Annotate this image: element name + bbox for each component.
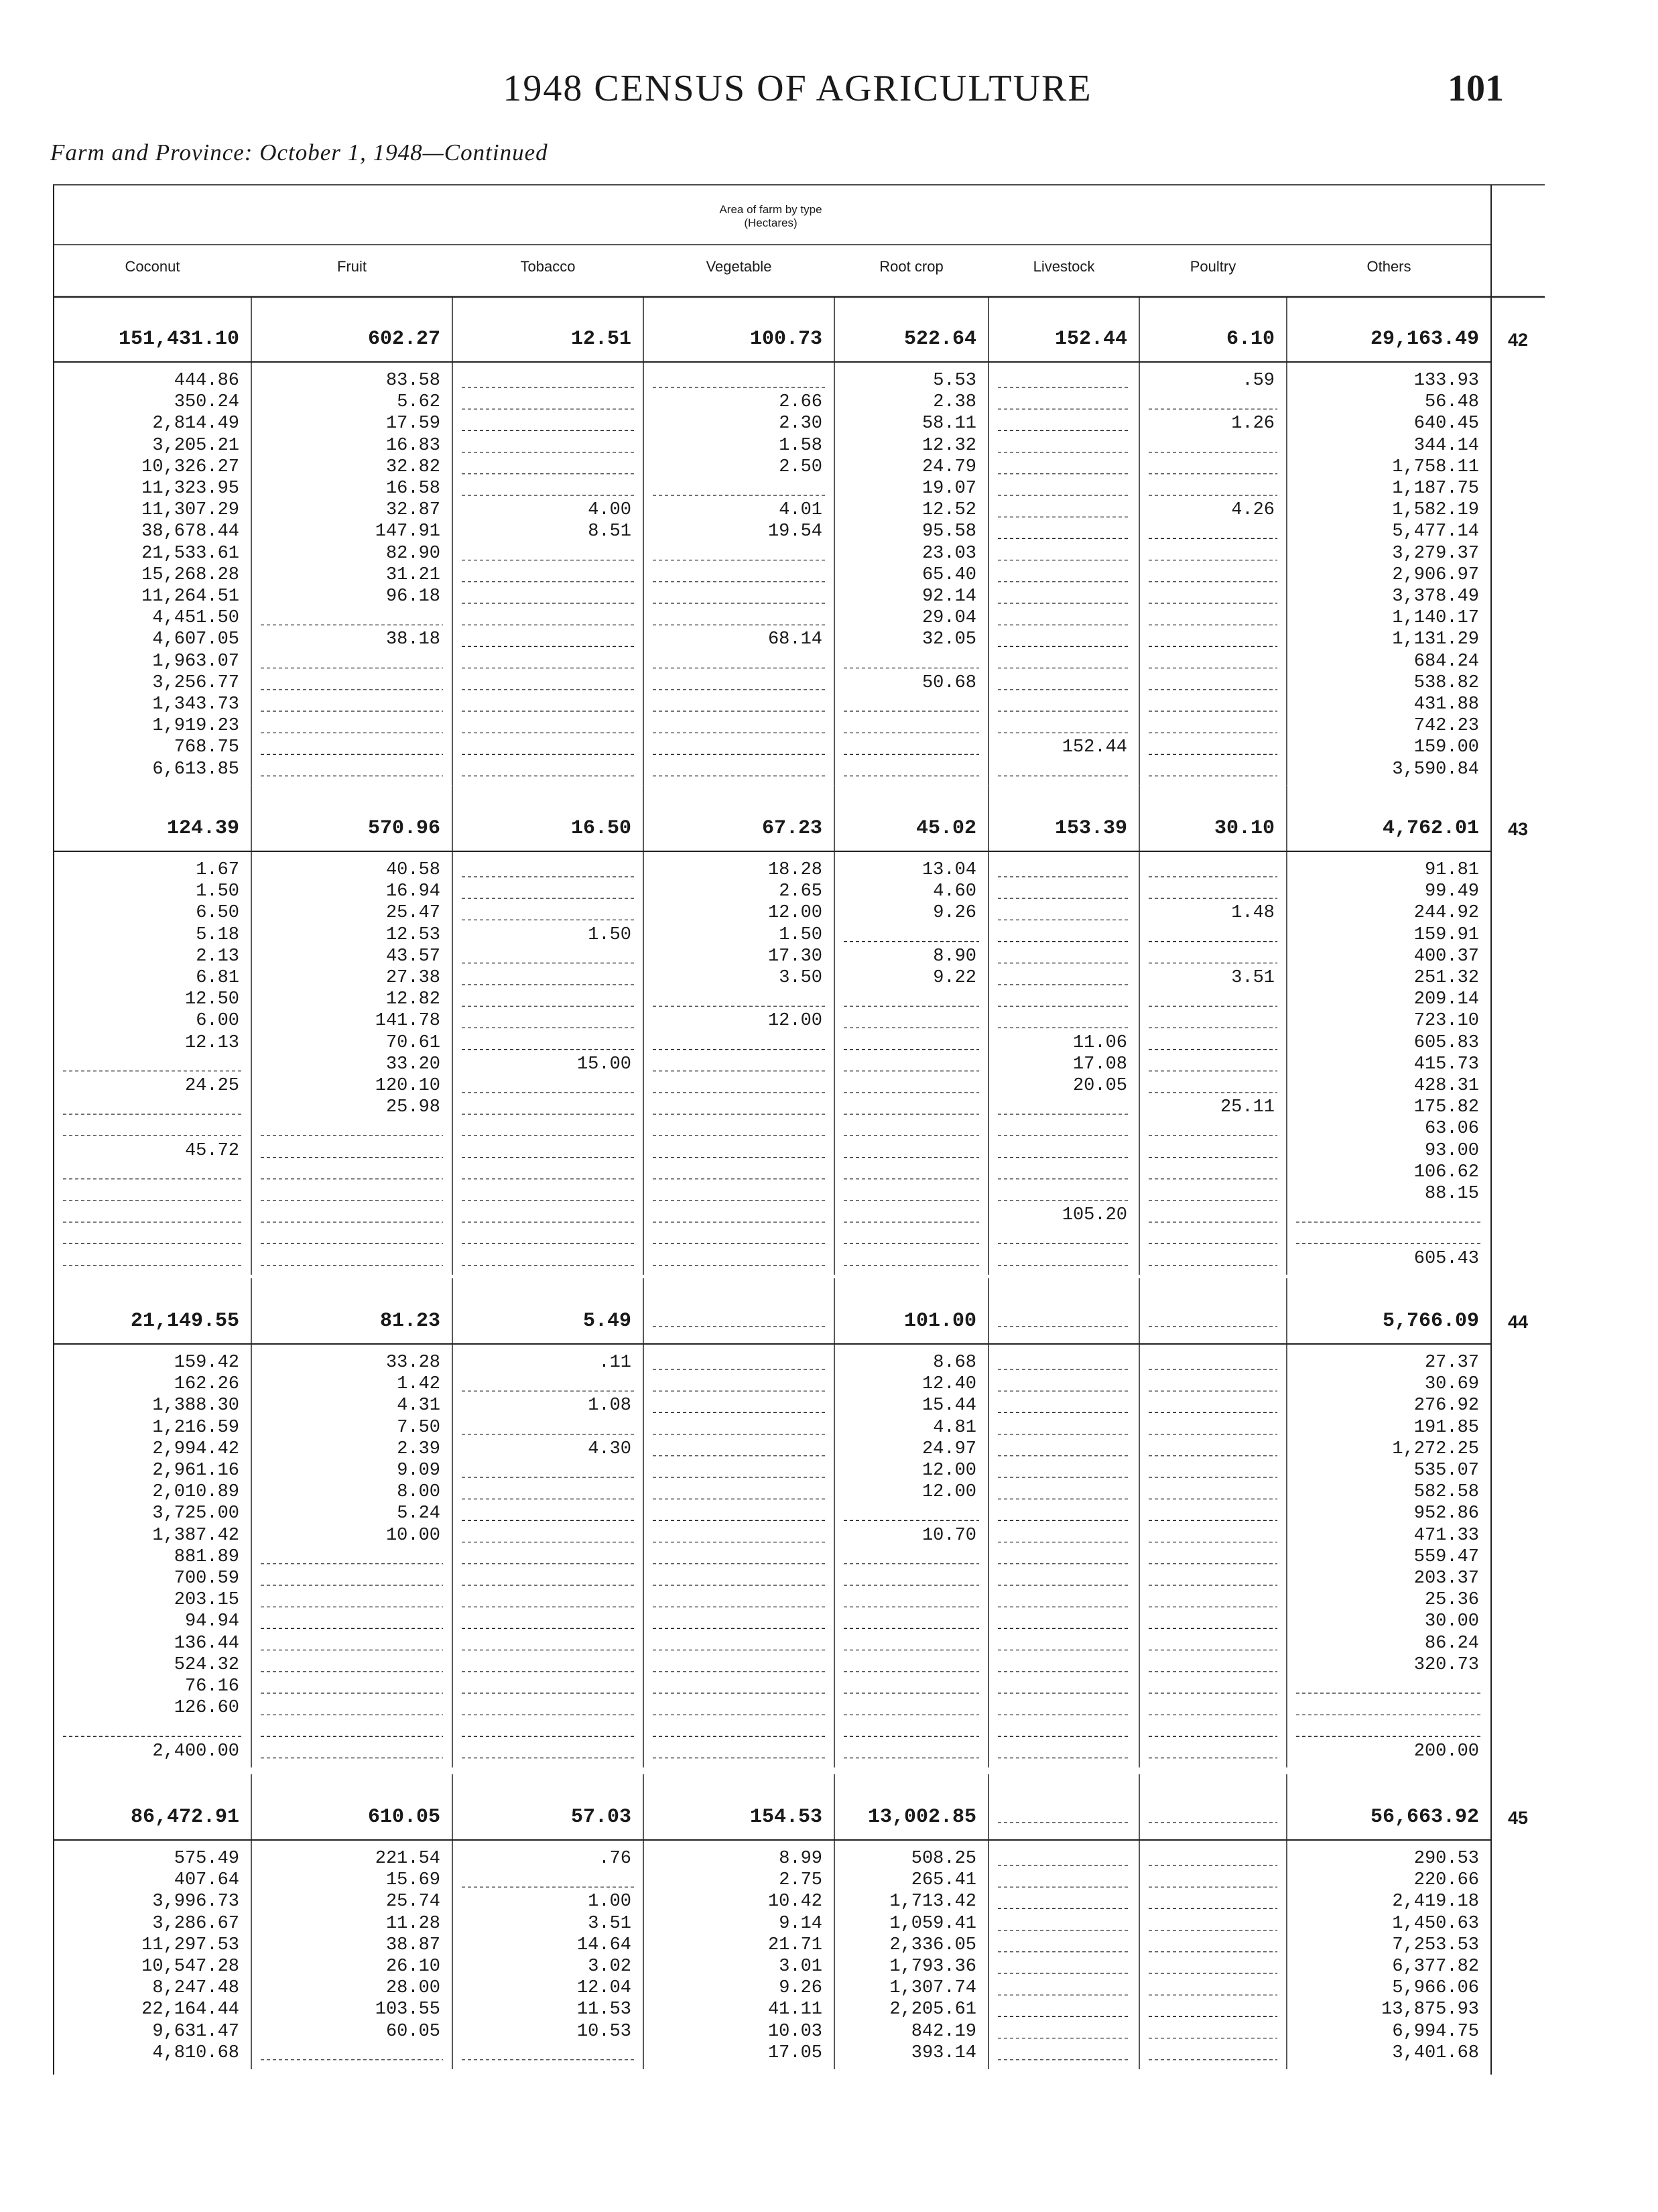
data-cell: 12.32: [921, 435, 976, 456]
data-cell: 16.58: [385, 479, 440, 499]
page-number: 101: [1448, 68, 1504, 109]
data-cell: 16.83: [385, 435, 440, 456]
data-cell: 1,187.75: [1392, 479, 1479, 499]
total-cell: 21,149.55: [130, 1310, 239, 1333]
data-cell: 2,205.61: [889, 2000, 976, 2020]
data-cell: 15,268.28: [141, 564, 239, 585]
data-cell: 7.50: [397, 1417, 440, 1438]
data-cell: 106.62: [1413, 1162, 1479, 1182]
data-cell: 2,419.18: [1392, 1892, 1479, 1912]
total-cell: 522.64: [903, 328, 976, 351]
data-cell: 24.79: [921, 456, 976, 477]
data-cell: 508.25: [911, 1849, 976, 1869]
data-cell: 38.87: [385, 1934, 440, 1955]
data-cell: 9.22: [933, 968, 976, 988]
data-cell: 1,216.59: [152, 1417, 239, 1438]
line-number: 44: [1508, 1312, 1529, 1332]
data-cell: 1,307.74: [889, 1978, 976, 1999]
data-cell: 103.55: [375, 2000, 440, 2020]
data-cell: 2.39: [397, 1438, 440, 1459]
data-cell: 4.26: [1231, 500, 1275, 521]
census-table: [50, 184, 1545, 2075]
data-cell: 742.23: [1413, 716, 1479, 737]
data-cell: 94.94: [184, 1611, 239, 1632]
data-cell: 3.50: [779, 968, 822, 988]
data-cell: 45.72: [184, 1140, 239, 1161]
data-cell: 12.53: [385, 924, 440, 945]
data-cell: 70.61: [385, 1032, 440, 1053]
data-cell: 17.59: [385, 414, 440, 434]
column-header-others: Others: [1366, 258, 1411, 275]
total-cell: 153.39: [1054, 817, 1127, 840]
data-cell: 24.25: [184, 1076, 239, 1096]
data-cell: 159.91: [1413, 924, 1479, 945]
data-cell: 1.67: [196, 860, 239, 880]
data-cell: 191.85: [1413, 1417, 1479, 1438]
data-cell: 12.13: [184, 1032, 239, 1053]
line-number: 43: [1508, 819, 1529, 839]
data-cell: 768.75: [174, 737, 239, 758]
data-cell: 50.68: [921, 672, 976, 693]
data-cell: 3,286.67: [152, 1913, 239, 1934]
total-cell: 602.27: [367, 328, 440, 351]
data-cell: 14.64: [576, 1934, 631, 1955]
data-cell: 209.14: [1413, 989, 1479, 1010]
data-cell: 5.62: [397, 392, 440, 413]
data-cell: 19.54: [767, 521, 822, 542]
data-cell: 221.54: [375, 1849, 440, 1869]
data-cell: 350.24: [174, 392, 239, 413]
data-cell: 244.92: [1413, 903, 1479, 924]
data-cell: 1.50: [779, 924, 822, 945]
data-cell: 15.00: [576, 1054, 631, 1074]
data-cell: 22,164.44: [141, 2000, 239, 2020]
data-cell: 605.83: [1413, 1032, 1479, 1053]
data-cell: 8,247.48: [152, 1978, 239, 1999]
data-cell: 9,631.47: [152, 2021, 239, 2042]
data-cell: 17.30: [767, 946, 822, 967]
data-cell: 3.02: [588, 1957, 631, 1977]
data-cell: 29.04: [921, 608, 976, 629]
data-cell: 407.64: [174, 1870, 239, 1891]
data-cell: 26.10: [385, 1957, 440, 1977]
data-cell: 1,758.11: [1392, 456, 1479, 477]
data-cell: 3,996.73: [152, 1892, 239, 1912]
line-number: 45: [1508, 1808, 1529, 1828]
data-cell: 1,919.23: [152, 716, 239, 737]
data-cell: 700.59: [174, 1569, 239, 1589]
column-header-fruit: Fruit: [337, 258, 367, 275]
data-cell: 1,793.36: [889, 1957, 976, 1977]
data-cell: 4.30: [588, 1438, 631, 1459]
data-cell: .11: [598, 1353, 631, 1373]
data-cell: 147.91: [375, 521, 440, 542]
data-cell: 12.00: [767, 903, 822, 924]
data-cell: 3,590.84: [1392, 759, 1479, 780]
data-cell: 10.42: [767, 1892, 822, 1912]
data-cell: 471.33: [1413, 1525, 1479, 1546]
data-cell: .59: [1242, 371, 1275, 391]
data-cell: 10,547.28: [141, 1957, 239, 1977]
data-cell: 2.75: [779, 1870, 822, 1891]
total-cell: 151,431.10: [118, 328, 239, 351]
data-cell: 640.45: [1413, 414, 1479, 434]
column-header-root-crop: Root crop: [879, 258, 944, 275]
data-cell: 126.60: [174, 1698, 239, 1719]
data-cell: 152.44: [1062, 737, 1127, 758]
data-cell: 30.00: [1424, 1611, 1479, 1632]
data-cell: 91.81: [1424, 860, 1479, 880]
total-cell: 124.39: [166, 817, 239, 840]
data-cell: 120.10: [375, 1076, 440, 1096]
data-cell: 12.00: [767, 1011, 822, 1032]
data-cell: 68.14: [767, 629, 822, 650]
data-cell: 99.49: [1424, 881, 1479, 902]
data-cell: 4.31: [397, 1396, 440, 1416]
data-cell: 38.18: [385, 629, 440, 650]
data-cell: 162.26: [174, 1374, 239, 1395]
data-cell: 159.00: [1413, 737, 1479, 758]
data-cell: 2.50: [779, 456, 822, 477]
data-cell: 684.24: [1413, 651, 1479, 672]
data-cell: 582.58: [1413, 1482, 1479, 1503]
data-cell: 1,140.17: [1392, 608, 1479, 629]
data-cell: 3,378.49: [1392, 587, 1479, 607]
data-cell: 344.14: [1413, 435, 1479, 456]
total-cell: 154.53: [749, 1806, 822, 1829]
data-cell: 88.15: [1424, 1184, 1479, 1204]
data-cell: 2,400.00: [152, 1741, 239, 1762]
data-cell: 96.18: [385, 587, 440, 607]
data-cell: 1.58: [779, 435, 822, 456]
data-cell: 27.38: [385, 968, 440, 988]
data-cell: 92.14: [921, 587, 976, 607]
total-cell: 101.00: [903, 1310, 976, 1333]
data-cell: 32.87: [385, 500, 440, 521]
data-cell: 1,388.30: [152, 1396, 239, 1416]
data-cell: 1.50: [588, 924, 631, 945]
data-cell: 12.00: [921, 1461, 976, 1481]
total-cell: 57.03: [570, 1806, 631, 1829]
data-cell: 9.26: [933, 903, 976, 924]
data-cell: 175.82: [1413, 1097, 1479, 1118]
data-cell: 4.00: [588, 500, 631, 521]
data-cell: 3.51: [1231, 968, 1275, 988]
total-cell: 16.50: [570, 817, 631, 840]
line-number: 42: [1508, 330, 1529, 350]
data-cell: 4.81: [933, 1417, 976, 1438]
table-subtitle: Farm and Province: October 1, 1948—Continued: [50, 139, 548, 166]
data-cell: 13,875.93: [1381, 2000, 1479, 2020]
data-cell: 40.58: [385, 860, 440, 880]
data-cell: 251.32: [1413, 968, 1479, 988]
data-cell: 605.43: [1413, 1248, 1479, 1269]
data-cell: 1.00: [588, 1892, 631, 1912]
data-cell: 952.86: [1413, 1503, 1479, 1524]
data-cell: 6,377.82: [1392, 1957, 1479, 1977]
column-spanner: [50, 203, 1491, 230]
total-cell: 86,472.91: [130, 1806, 239, 1829]
data-cell: 1,582.19: [1392, 500, 1479, 521]
total-cell: 12.51: [570, 328, 631, 351]
data-cell: 1,450.63: [1392, 1913, 1479, 1934]
data-cell: 444.86: [174, 371, 239, 391]
data-cell: 24.97: [921, 1438, 976, 1459]
total-cell: 100.73: [749, 328, 822, 351]
data-cell: 5.18: [196, 924, 239, 945]
data-cell: 4.60: [933, 881, 976, 902]
data-cell: 842.19: [911, 2021, 976, 2042]
data-cell: 12.04: [576, 1978, 631, 1999]
data-cell: 86.24: [1424, 1633, 1479, 1654]
data-cell: 200.00: [1413, 1741, 1479, 1762]
data-cell: 27.37: [1424, 1353, 1479, 1373]
data-cell: 203.37: [1413, 1569, 1479, 1589]
data-cell: 5,477.14: [1392, 521, 1479, 542]
data-cell: 10,326.27: [141, 456, 239, 477]
data-cell: 12.00: [921, 1482, 976, 1503]
data-cell: 25.98: [385, 1097, 440, 1118]
data-cell: 25.47: [385, 903, 440, 924]
data-cell: 575.49: [174, 1849, 239, 1869]
total-cell: 29,163.49: [1370, 328, 1479, 351]
data-cell: 400.37: [1413, 946, 1479, 967]
data-cell: 20.05: [1072, 1076, 1127, 1096]
data-cell: 11,297.53: [141, 1934, 239, 1955]
column-header-poultry: Poultry: [1190, 258, 1236, 275]
data-cell: 32.05: [921, 629, 976, 650]
total-cell: 6.10: [1226, 328, 1275, 351]
data-cell: 25.36: [1424, 1590, 1479, 1611]
data-cell: 3,205.21: [152, 435, 239, 456]
data-cell: 6.81: [196, 968, 239, 988]
data-cell: 428.31: [1413, 1076, 1479, 1096]
data-cell: 2.30: [779, 414, 822, 434]
data-cell: 3,725.00: [152, 1503, 239, 1524]
data-cell: 9.26: [779, 1978, 822, 1999]
data-cell: 3,256.77: [152, 672, 239, 693]
data-cell: 2.66: [779, 392, 822, 413]
data-cell: 8.99: [779, 1849, 822, 1869]
data-cell: 2,336.05: [889, 1934, 976, 1955]
data-cell: 10.00: [385, 1525, 440, 1546]
data-cell: 723.10: [1413, 1011, 1479, 1032]
data-cell: 1,131.29: [1392, 629, 1479, 650]
data-cell: 95.58: [921, 521, 976, 542]
data-cell: 82.90: [385, 543, 440, 564]
data-cell: 11,264.51: [141, 587, 239, 607]
data-cell: 2.38: [933, 392, 976, 413]
data-cell: 393.14: [911, 2042, 976, 2063]
total-cell: 45.02: [915, 817, 976, 840]
total-cell: 30.10: [1214, 817, 1275, 840]
data-cell: 16.94: [385, 881, 440, 902]
column-spanner-line: Area of farm by type: [719, 203, 822, 216]
data-cell: 31.21: [385, 564, 440, 585]
data-cell: 1.48: [1231, 903, 1275, 924]
total-cell: 13,002.85: [867, 1806, 976, 1829]
data-cell: 4,810.68: [152, 2042, 239, 2063]
column-header-coconut: Coconut: [125, 258, 180, 275]
total-cell: 81.23: [379, 1310, 440, 1333]
data-cell: 8.00: [397, 1482, 440, 1503]
data-cell: 203.15: [174, 1590, 239, 1611]
data-cell: 265.41: [911, 1870, 976, 1891]
data-cell: 141.78: [375, 1011, 440, 1032]
data-cell: 3.01: [779, 1957, 822, 1977]
data-cell: 4,607.05: [152, 629, 239, 650]
data-cell: 10.03: [767, 2021, 822, 2042]
data-cell: 535.07: [1413, 1461, 1479, 1481]
data-cell: 12.82: [385, 989, 440, 1010]
data-cell: 5,966.06: [1392, 1978, 1479, 1999]
data-cell: 1,059.41: [889, 1913, 976, 1934]
data-cell: 21.71: [767, 1934, 822, 1955]
data-cell: 2,994.42: [152, 1438, 239, 1459]
data-cell: 43.57: [385, 946, 440, 967]
data-cell: 5.53: [933, 371, 976, 391]
data-cell: 33.28: [385, 1353, 440, 1373]
page-header: [0, 0, 1658, 166]
data-cell: 30.69: [1424, 1374, 1479, 1395]
data-cell: 9.14: [779, 1913, 822, 1934]
total-cell: 152.44: [1054, 328, 1127, 351]
data-cell: 65.40: [921, 564, 976, 585]
data-cell: 2,906.97: [1392, 564, 1479, 585]
data-cell: 25.74: [385, 1892, 440, 1912]
data-cell: 6,613.85: [152, 759, 239, 780]
data-cell: 6,994.75: [1392, 2021, 1479, 2042]
data-cell: 6.00: [196, 1011, 239, 1032]
data-cell: 3.51: [588, 1913, 631, 1934]
data-cell: 10.53: [576, 2021, 631, 2042]
data-cell: 32.82: [385, 456, 440, 477]
data-cell: 12.52: [921, 500, 976, 521]
column-header-livestock: Livestock: [1033, 258, 1095, 275]
total-cell: 67.23: [761, 817, 822, 840]
data-cell: 60.05: [385, 2021, 440, 2042]
data-cell: 56.48: [1424, 392, 1479, 413]
data-cell: 19.07: [921, 479, 976, 499]
data-cell: 5.24: [397, 1503, 440, 1524]
data-cell: 12.40: [921, 1374, 976, 1395]
data-cell: 21,533.61: [141, 543, 239, 564]
data-cell: 11,307.29: [141, 500, 239, 521]
data-cell: 2,010.89: [152, 1482, 239, 1503]
total-cell: 5,766.09: [1382, 1310, 1479, 1333]
data-cell: 1,713.42: [889, 1892, 976, 1912]
data-cell: 76.16: [184, 1676, 239, 1697]
data-cell: 290.53: [1413, 1849, 1479, 1869]
data-cell: 4.01: [779, 500, 822, 521]
data-cell: 12.50: [184, 989, 239, 1010]
data-cell: 2,961.16: [152, 1461, 239, 1481]
data-cell: 58.11: [921, 414, 976, 434]
data-cell: 11,323.95: [141, 479, 239, 499]
data-cell: 11.53: [576, 2000, 631, 2020]
data-cell: 105.20: [1062, 1205, 1127, 1226]
total-cell: 610.05: [367, 1806, 440, 1829]
data-cell: 2.13: [196, 946, 239, 967]
data-cell: 136.44: [174, 1633, 239, 1654]
data-cell: 1,343.73: [152, 694, 239, 715]
data-cell: 83.58: [385, 371, 440, 391]
page-title: 1948 CENSUS OF AGRICULTURE: [503, 68, 1092, 109]
data-cell: 13.04: [921, 860, 976, 880]
data-cell: 6.50: [196, 903, 239, 924]
data-cell: 63.06: [1424, 1119, 1479, 1140]
data-cell: 23.03: [921, 543, 976, 564]
data-cell: 28.00: [385, 1978, 440, 1999]
column-header-vegetable: Vegetable: [706, 258, 772, 275]
data-cell: 133.93: [1413, 371, 1479, 391]
data-cell: 1,963.07: [152, 651, 239, 672]
data-cell: 1.26: [1231, 414, 1275, 434]
data-cell: 1,272.25: [1392, 1438, 1479, 1459]
data-cell: 3,279.37: [1392, 543, 1479, 564]
total-cell: 56,663.92: [1370, 1806, 1479, 1829]
data-cell: 2,814.49: [152, 414, 239, 434]
data-cell: 1.08: [588, 1396, 631, 1416]
data-cell: 431.88: [1413, 694, 1479, 715]
data-cell: 559.47: [1413, 1546, 1479, 1567]
data-cell: 15.44: [921, 1396, 976, 1416]
data-cell: 3,401.68: [1392, 2042, 1479, 2063]
data-cell: 4,451.50: [152, 608, 239, 629]
column-spanner-line: (Hectares): [744, 217, 798, 229]
data-cell: 524.32: [174, 1654, 239, 1675]
data-cell: 415.73: [1413, 1054, 1479, 1074]
data-cell: 33.20: [385, 1054, 440, 1074]
data-cell: 10.70: [921, 1525, 976, 1546]
data-cell: 320.73: [1413, 1654, 1479, 1675]
total-cell: 4,762.01: [1382, 817, 1479, 840]
data-cell: 11.06: [1072, 1032, 1127, 1053]
data-cell: 17.05: [767, 2042, 822, 2063]
data-cell: 7,253.53: [1392, 1934, 1479, 1955]
data-cell: 159.42: [174, 1353, 239, 1373]
data-cell: 2.65: [779, 881, 822, 902]
data-cell: 25.11: [1220, 1097, 1275, 1118]
data-cell: 538.82: [1413, 672, 1479, 693]
data-cell: 1.50: [196, 881, 239, 902]
data-cell: 38,678.44: [141, 521, 239, 542]
data-cell: 11.28: [385, 1913, 440, 1934]
data-cell: .76: [598, 1849, 631, 1869]
data-cell: 1,387.42: [152, 1525, 239, 1546]
data-cell: 18.28: [767, 860, 822, 880]
total-cell: 570.96: [367, 817, 440, 840]
data-cell: 8.90: [933, 946, 976, 967]
data-cell: 9.09: [397, 1461, 440, 1481]
data-cell: 8.68: [933, 1353, 976, 1373]
column-header-tobacco: Tobacco: [520, 258, 576, 275]
data-cell: 881.89: [174, 1546, 239, 1567]
data-cell: 220.66: [1413, 1870, 1479, 1891]
data-cell: 1.42: [397, 1374, 440, 1395]
total-cell: 5.49: [582, 1310, 631, 1333]
data-cell: 276.92: [1413, 1396, 1479, 1416]
data-cell: 93.00: [1424, 1140, 1479, 1161]
data-cell: 41.11: [767, 2000, 822, 2020]
data-cell: 8.51: [588, 521, 631, 542]
data-cell: 15.69: [385, 1870, 440, 1891]
data-cell: 17.08: [1072, 1054, 1127, 1074]
